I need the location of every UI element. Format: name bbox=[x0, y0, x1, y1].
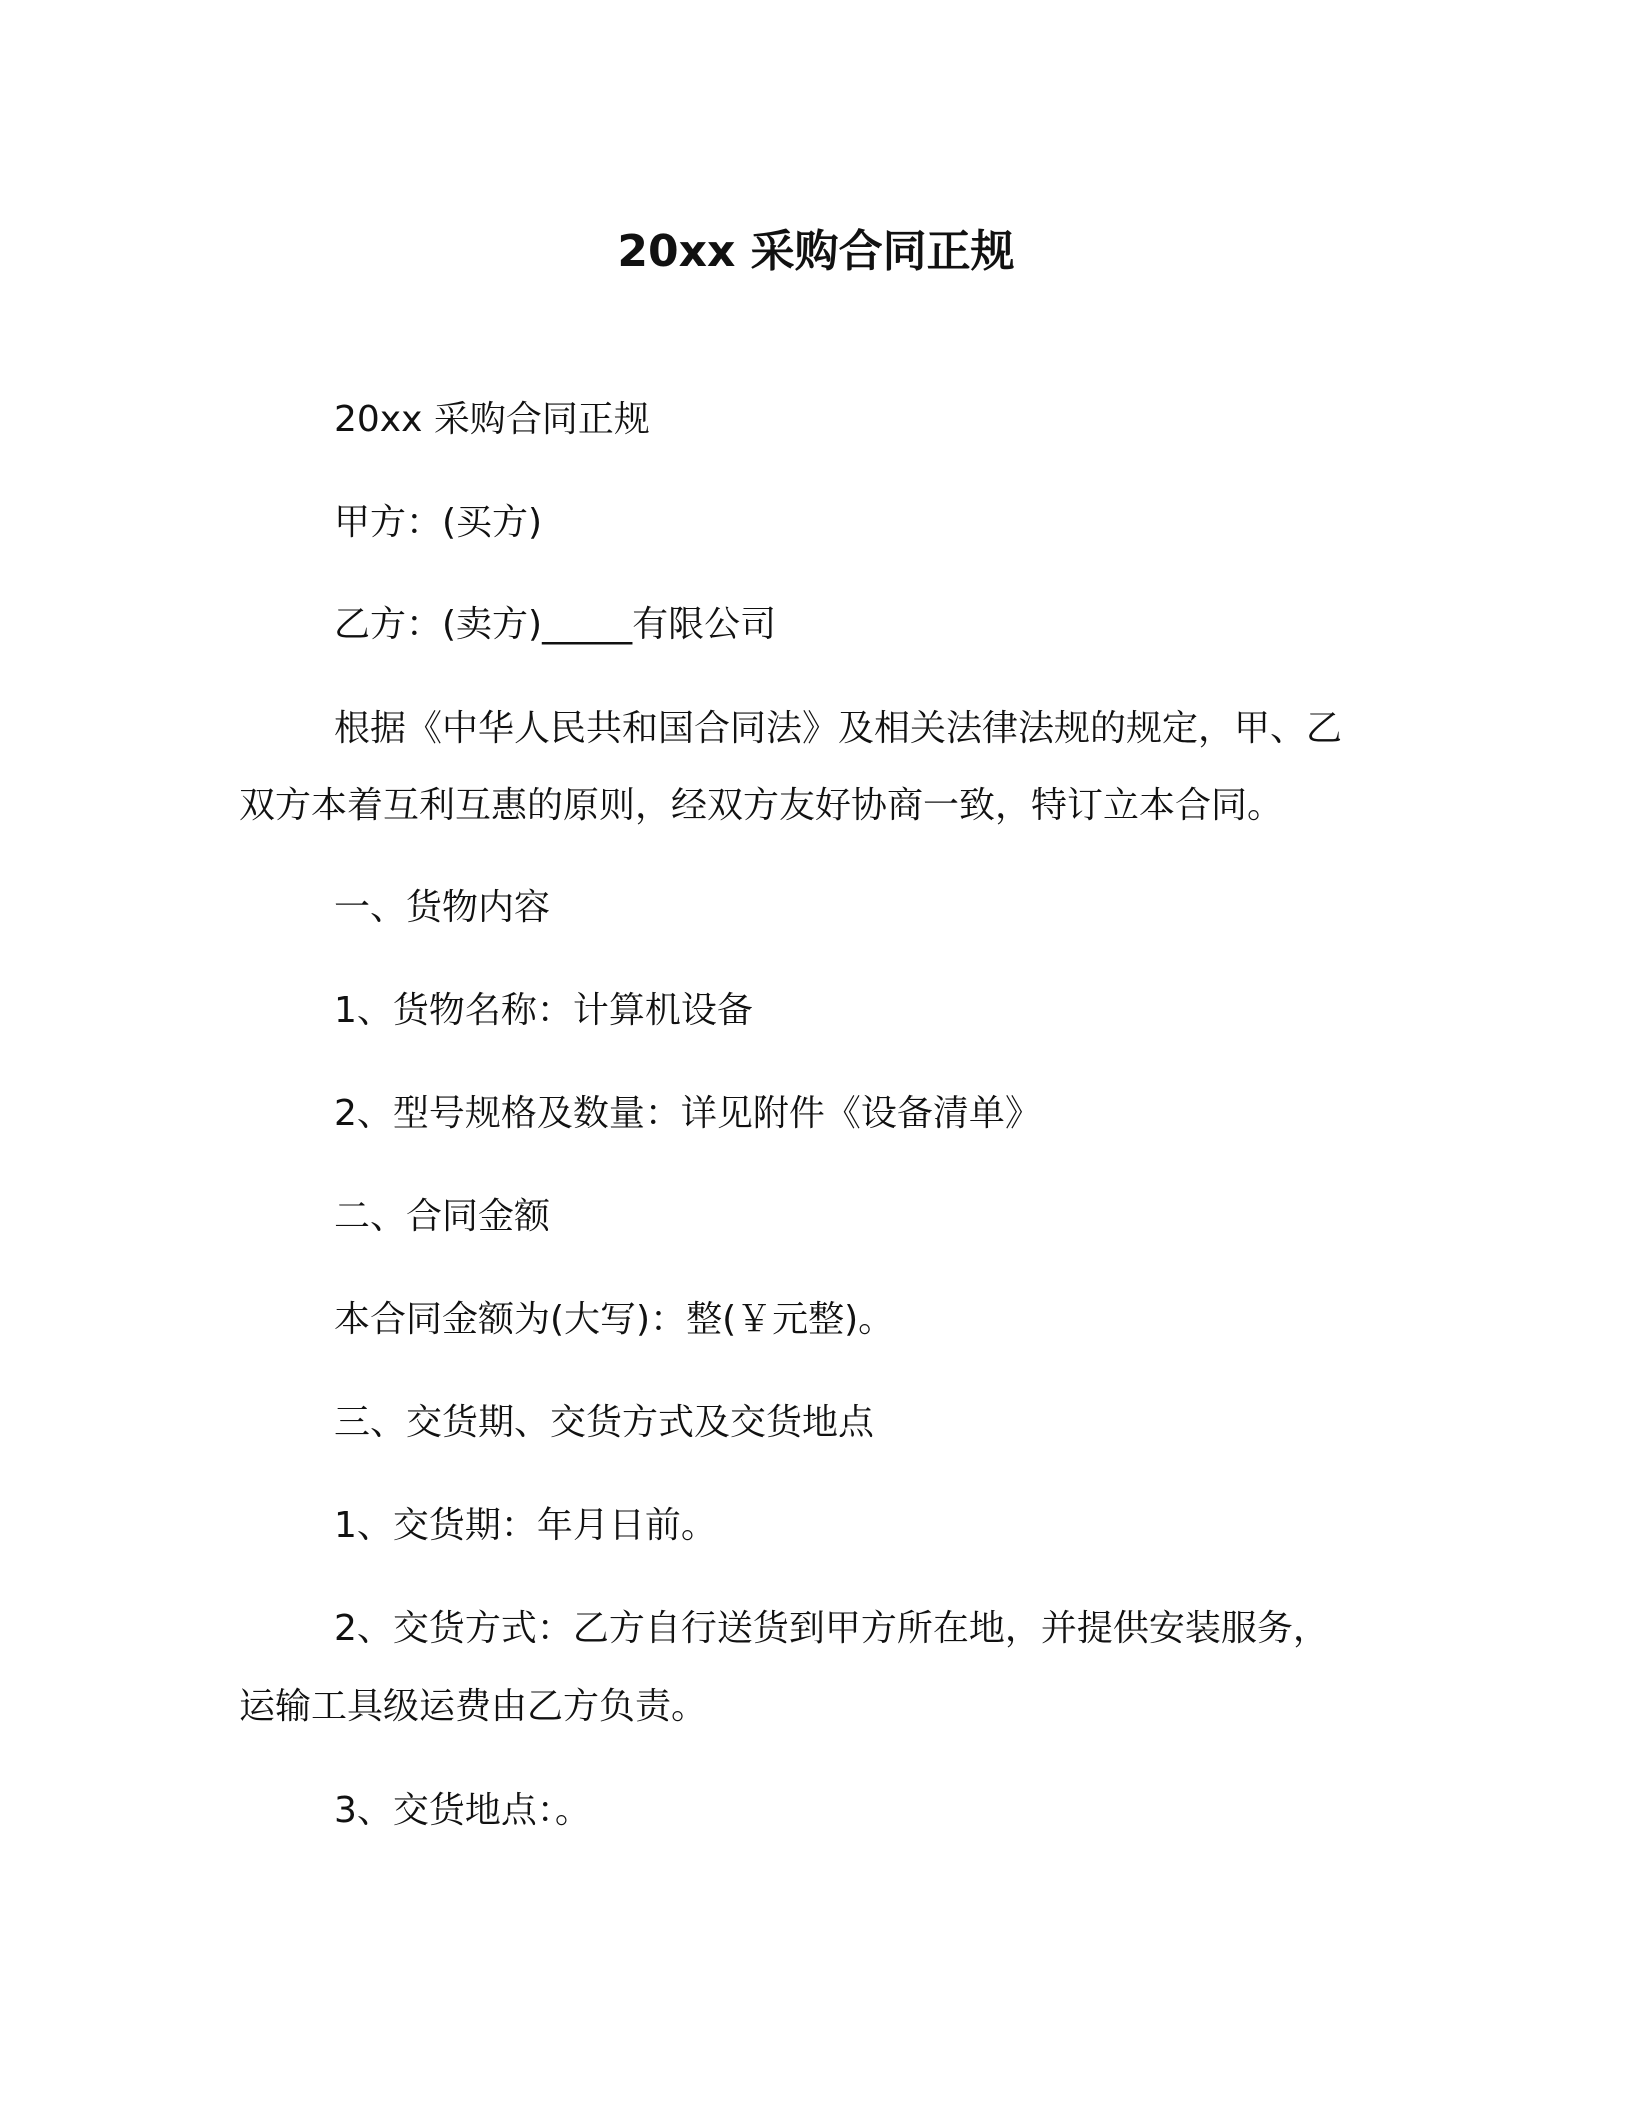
preamble-line-1: 根据《中华人民共和国合同法》及相关法律法规的规定，甲、乙 bbox=[334, 708, 1343, 749]
clause-delivery-method-line-2: 运输工具级运费由乙方负责。 bbox=[239, 1686, 708, 1727]
clause-delivery-method-line-1: 2、交货方式：乙方自行送货到甲方所在地，并提供安装服务， bbox=[334, 1608, 1329, 1649]
section-heading-delivery: 三、交货期、交货方式及交货地点 bbox=[334, 1402, 875, 1443]
party-b-line: 乙方：(卖方)_____有限公司 bbox=[334, 604, 777, 645]
clause-goods-spec: 2、型号规格及数量：详见附件《设备清单》 bbox=[334, 1093, 1041, 1134]
document-title: 20xx 采购合同正规 bbox=[617, 226, 1015, 277]
clause-delivery-date: 1、交货期：年月日前。 bbox=[334, 1505, 717, 1546]
clause-goods-name: 1、货物名称：计算机设备 bbox=[334, 990, 753, 1031]
subtitle-line: 20xx 采购合同正规 bbox=[334, 399, 650, 440]
section-heading-amount: 二、合同金额 bbox=[334, 1196, 551, 1237]
section-heading-goods: 一、货物内容 bbox=[334, 887, 551, 928]
party-a-line: 甲方：(买方) bbox=[334, 502, 543, 543]
preamble-line-2: 双方本着互利互惠的原则，经双方友好协商一致，特订立本合同。 bbox=[239, 785, 1284, 826]
clause-delivery-location: 3、交货地点：。 bbox=[334, 1790, 591, 1831]
clause-amount: 本合同金额为(大写)：整(￥元整)。 bbox=[334, 1299, 895, 1340]
